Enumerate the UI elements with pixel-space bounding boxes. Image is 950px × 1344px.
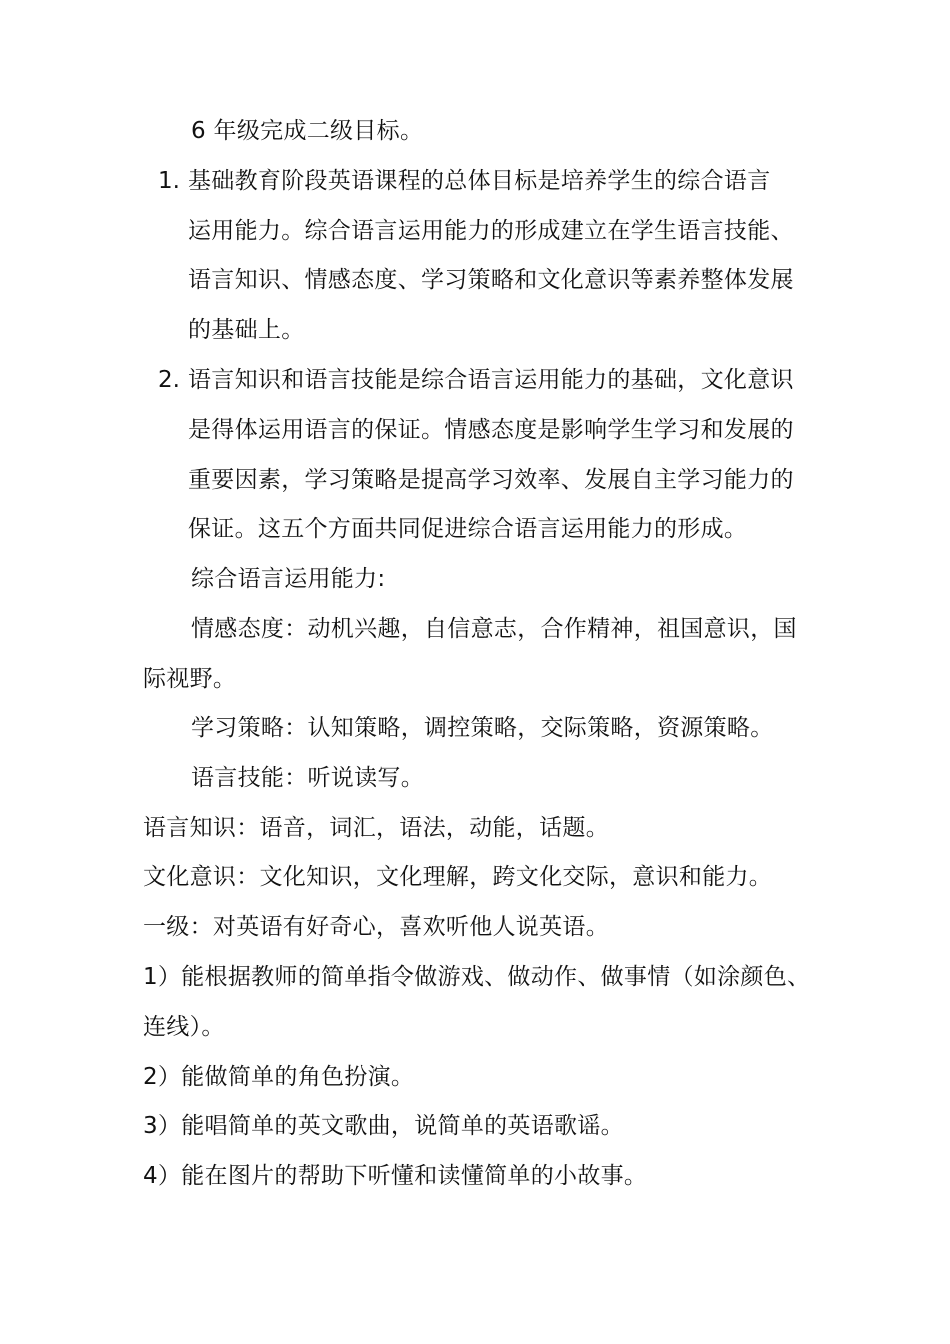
item-2-number: 2. xyxy=(158,367,180,393)
item-2-line-2: 是得体运用语言的保证。情感态度是影响学生学习和发展的 xyxy=(188,417,794,443)
ability-2-line: 2）能做简单的角色扮演。 xyxy=(143,1064,415,1090)
ability-1-line-1: 1）能根据教师的简单指令做游戏、做动作、做事情（如涂颜色、 xyxy=(143,964,811,990)
item-2-line-1: 语言知识和语言技能是综合语言运用能力的基础，文化意识 xyxy=(188,367,794,393)
skills-line: 语言技能：听说读写。 xyxy=(191,765,424,791)
emotion-line-1: 情感态度：动机兴趣，自信意志，合作精神，祖国意识，国 xyxy=(191,616,797,642)
ability-1-line-2: 连线）。 xyxy=(143,1014,225,1040)
ability-4-line: 4）能在图片的帮助下听懂和读懂简单的小故事。 xyxy=(143,1163,648,1189)
level-one-line: 一级：对英语有好奇心，喜欢听他人说英语。 xyxy=(143,914,609,940)
item-2-line-3: 重要因素，学习策略是提高学习效率、发展自主学习能力的 xyxy=(188,467,794,493)
item-1-line-2: 运用能力。综合语言运用能力的形成建立在学生语言技能、 xyxy=(188,218,794,244)
item-1-line-4: 的基础上。 xyxy=(188,317,305,343)
item-1-number: 1. xyxy=(158,168,180,194)
emotion-line-2: 际视野。 xyxy=(143,666,237,692)
item-1-line-1: 基础教育阶段英语课程的总体目标是培养学生的综合语言 xyxy=(188,168,771,194)
ability-heading: 综合语言运用能力: xyxy=(191,566,386,592)
ability-3-line: 3）能唱简单的英文歌曲，说简单的英语歌谣。 xyxy=(143,1113,624,1139)
intro-line: 6 年级完成二级目标。 xyxy=(191,118,424,144)
culture-line: 文化意识：文化知识，文化理解，跨文化交际，意识和能力。 xyxy=(143,864,773,890)
item-1-line-3: 语言知识、情感态度、学习策略和文化意识等素养整体发展 xyxy=(188,267,794,293)
knowledge-line: 语言知识：语音，词汇，语法，动能，话题。 xyxy=(143,815,609,841)
strategy-line: 学习策略：认知策略，调控策略，交际策略，资源策略。 xyxy=(191,715,774,741)
item-2-line-4: 保证。这五个方面共同促进综合语言运用能力的形成。 xyxy=(188,516,748,542)
